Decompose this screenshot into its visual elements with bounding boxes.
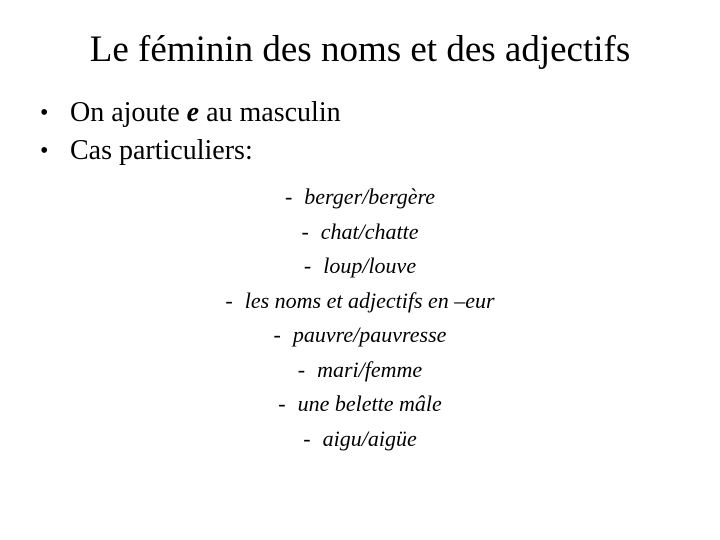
sub-item-text: pauvre/pauvresse [292, 322, 447, 347]
sub-item-text: une belette mâle [297, 391, 442, 416]
bullet-marker: • [40, 138, 49, 164]
sub-item [0, 318, 720, 353]
sub-item-text: les noms et adjectifs en –eur [244, 287, 495, 313]
bullet-item-ajoute [40, 94, 341, 132]
sub-item-text: chat/chatte [320, 218, 419, 244]
sub-item [0, 284, 720, 319]
bullet-text: Cas particuliers: [70, 135, 253, 166]
sub-item-text: loup/louve [323, 253, 417, 278]
dash-marker: - [303, 425, 311, 451]
sub-item-text: mari/femme [317, 356, 423, 382]
sub-item [0, 387, 720, 422]
bullet-text-after: au masculin [199, 97, 341, 128]
bullet-list [40, 94, 341, 170]
slide-title: Le féminin des noms et des adjectifs [89, 29, 631, 70]
dash-marker: - [303, 253, 312, 278]
sub-item [0, 422, 720, 457]
sub-item-text: aigu/aigüe [322, 425, 417, 451]
dash-marker: - [273, 322, 281, 347]
dash-marker: - [225, 287, 233, 313]
dash-marker: - [284, 184, 293, 209]
bullet-emphasis: e [186, 97, 200, 128]
sub-item [0, 353, 720, 388]
dash-marker: - [301, 218, 309, 244]
bullet-item-cas-particuliers [40, 132, 341, 170]
sub-item [0, 180, 720, 215]
sub-item [0, 249, 720, 284]
dash-marker: - [278, 391, 286, 416]
bullet-marker: • [40, 100, 49, 126]
dash-marker: - [297, 356, 306, 382]
sub-item [0, 215, 720, 250]
sub-item-text: berger/bergère [304, 184, 436, 209]
bullet-text-before: On ajoute [70, 97, 187, 128]
sub-list [0, 180, 720, 456]
